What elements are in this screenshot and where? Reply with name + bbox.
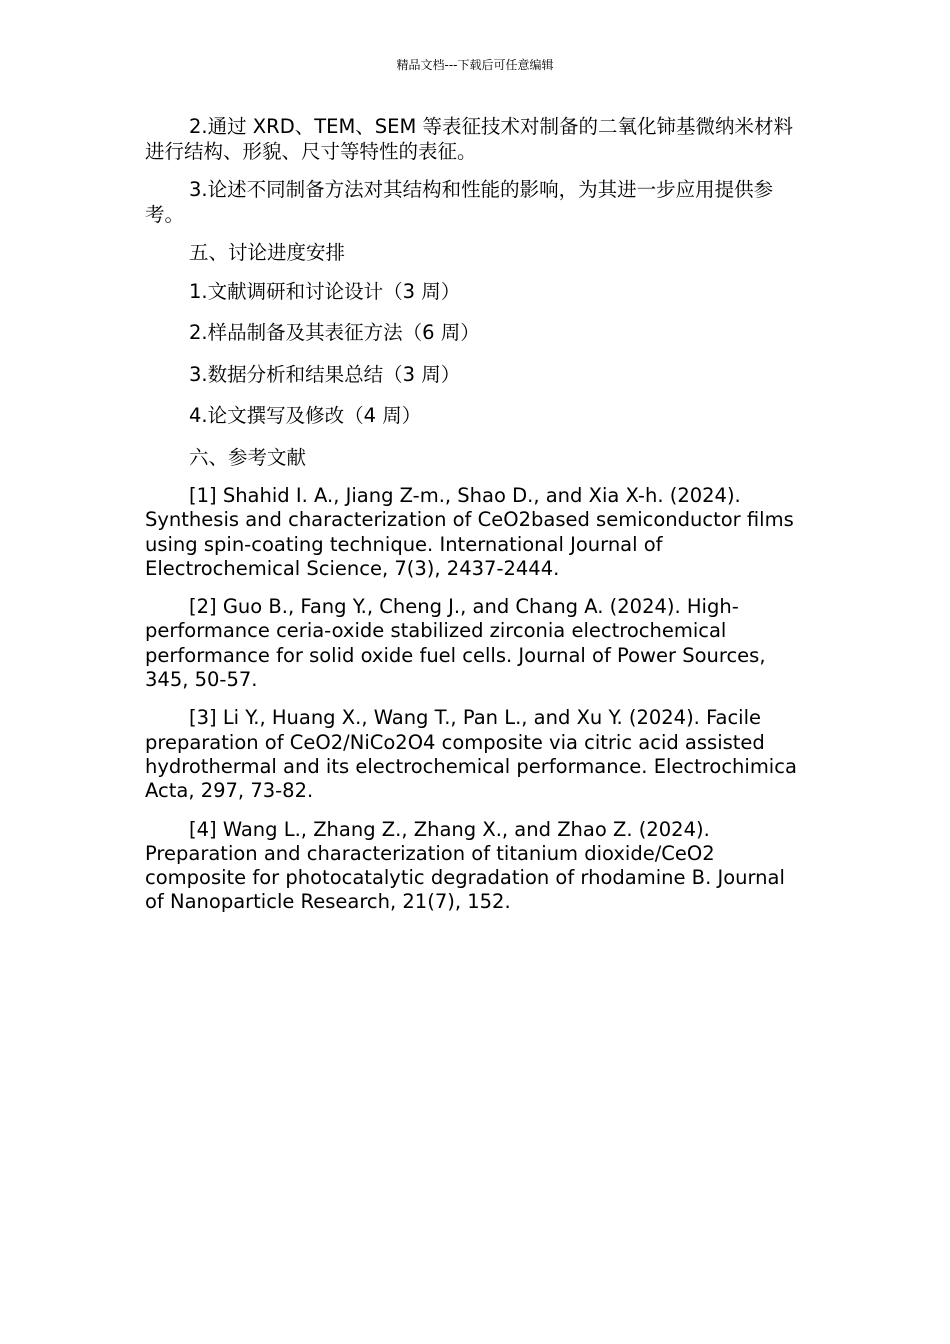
references-heading: 六、参考文献 <box>189 445 307 469</box>
schedule-item-1: 1.文献调研和讨论设计（3 周） <box>189 279 461 303</box>
schedule-item-4: 4.论文撰写及修改（4 周） <box>189 404 422 427</box>
schedule-item-3: 3.数据分析和结果总结（3 周） <box>189 362 461 386</box>
reference-1: [1] Shahid I. A., Jiang Z-m., Shao D., and Xia X-h. (2024). Synthesis and characterization of CeO2based semiconductor films using spin-coating technique. International Journal of Electrochemical Science, 7(3), 2437-2444. <box>145 484 794 580</box>
reference-4: [4] Wang L., Zhang Z., Zhang X., and Zhao Z. (2024). Preparation and characterization of titanium dioxide/CeO2 composite for photocatalytic degradation of rhodamine B. Journal of Nanoparticle Research, 21(7), 152. <box>145 817 785 914</box>
page-header: 精品文档---下载后可任意编辑 <box>396 58 554 72</box>
schedule-item-2: 2.样品制备及其表征方法（6 周） <box>189 321 480 344</box>
reference-2: [2] Guo B., Fang Y., Cheng J., and Chang A. (2024). High-performance ceria-oxide stabilized zirconia electrochemical performance for solid oxide fuel cells. Journal of Power Sources, 345, 50-57. <box>145 595 766 692</box>
schedule-heading: 五、讨论进度安排 <box>189 241 346 264</box>
objective-paragraph-3: 3.论述不同制备方法对其结构和性能的影响，为其进一步应用提供参考。 <box>145 178 774 226</box>
objective-paragraph-2: 2.通过 XRD、TEM、SEM 等表征技术对制备的二氧化铈基微纳米材料进行结构、形貌、尺寸等特性的表征。 <box>145 115 794 163</box>
reference-3: [3] Li Y., Huang X., Wang T., Pan L., and Xu Y. (2024). Facile preparation of CeO2/NiCo2O4 composite via citric acid assisted hydrothermal and its electrochemical performance. Electrochimica Acta, 297, 73-82. <box>145 706 797 803</box>
document-body <box>145 115 809 929</box>
